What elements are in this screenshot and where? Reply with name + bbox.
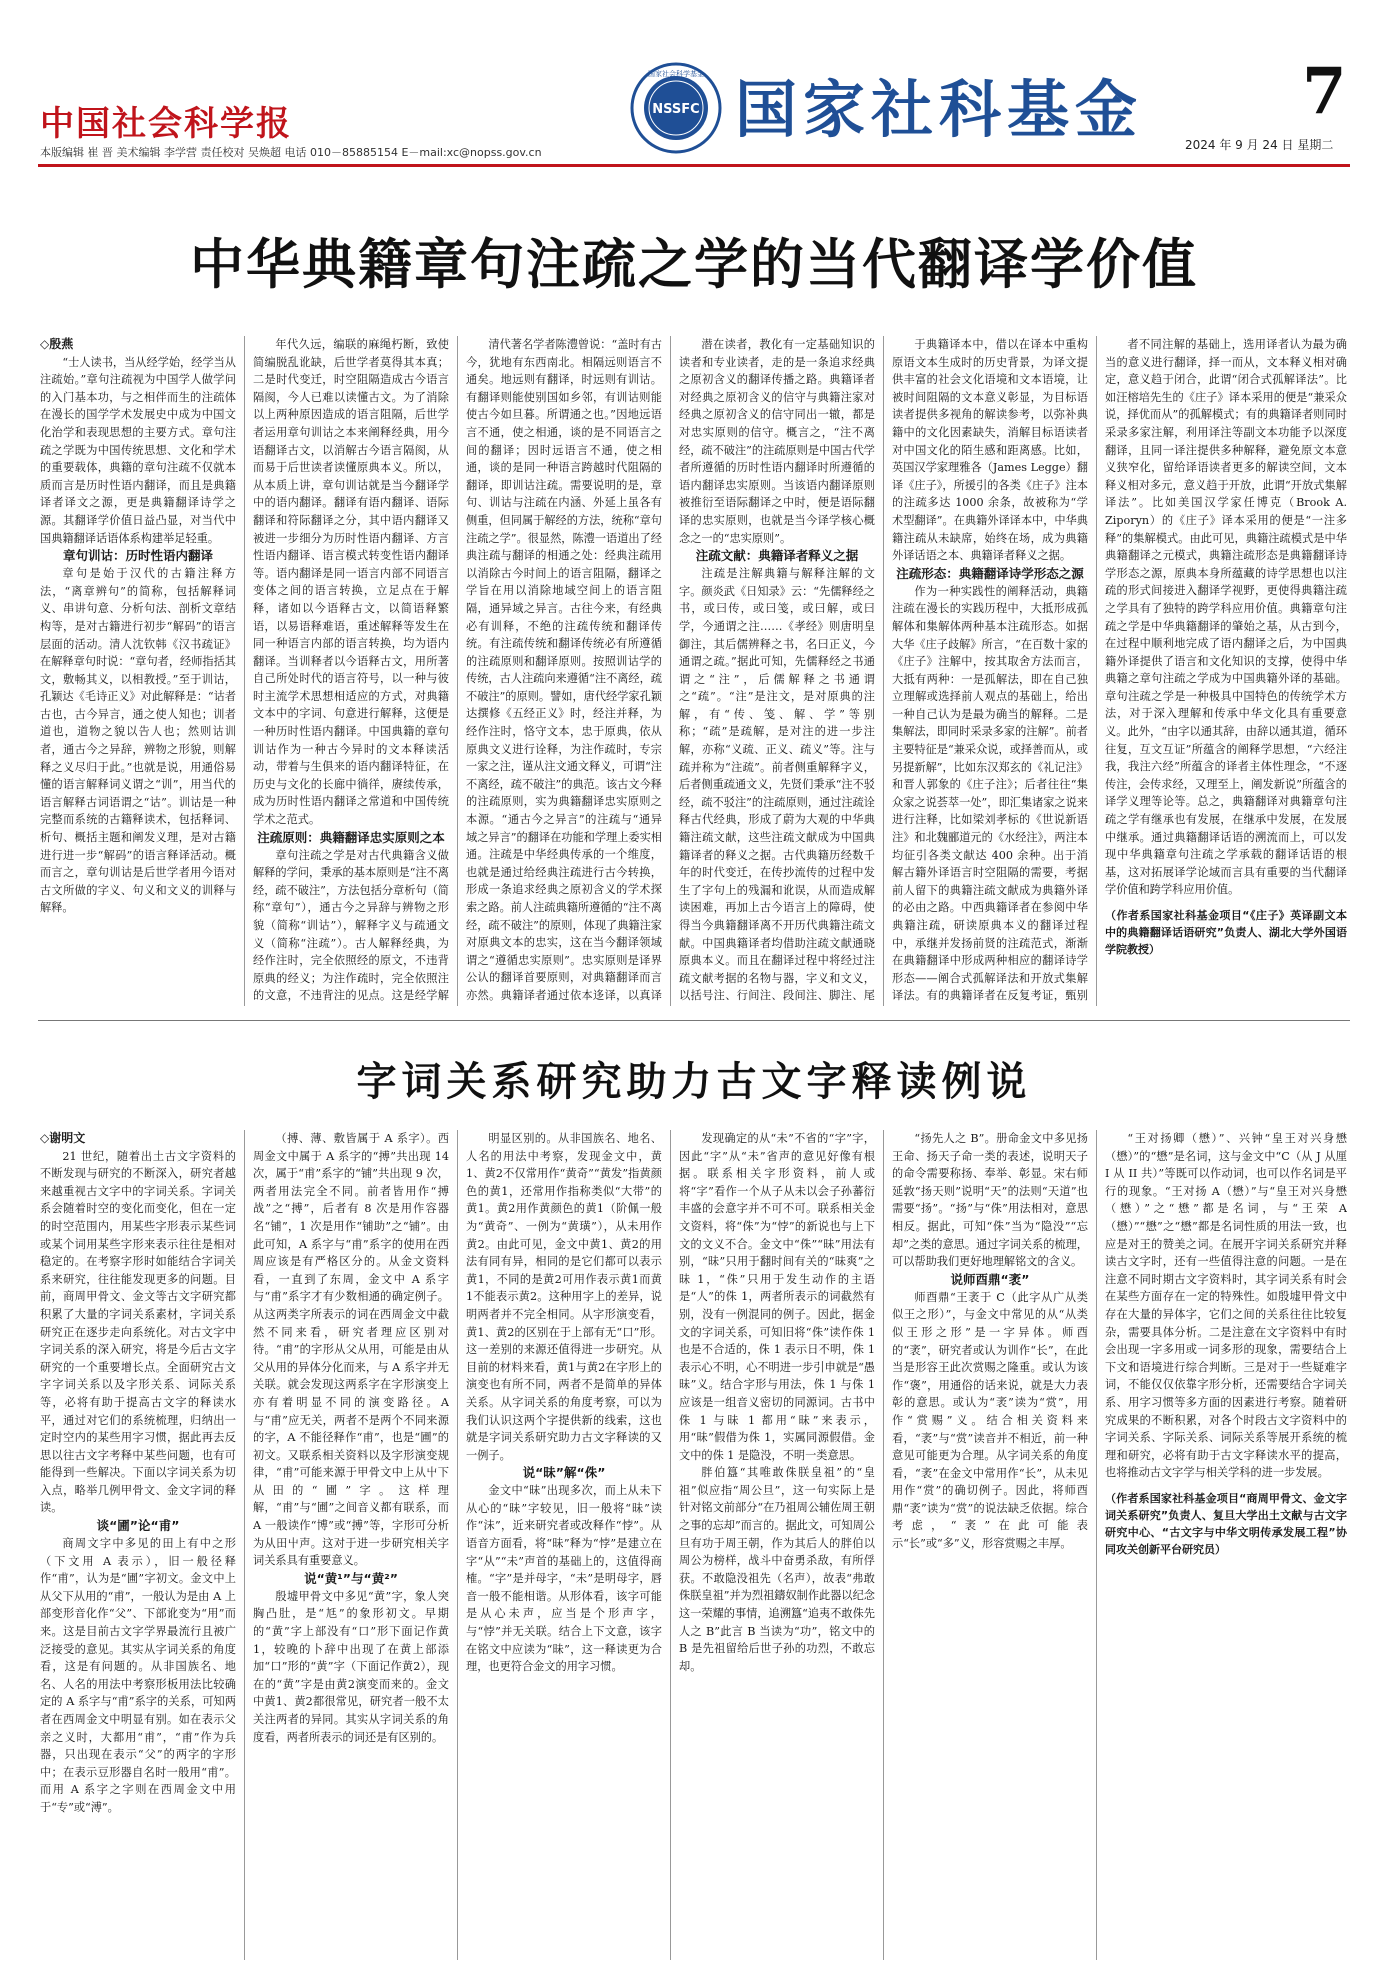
article1-paragraph: “士人读书，当从经学始，经学当从注疏始。”章句注疏视为中国学人做学问的入门基本功，与之相伴而生的注疏体在漫长的国学学术发展史中成为中国文化治学和表现思想的主要方式。章句注疏之学既为中国传统思想、文化和学术的重要载体，典籍的章句注疏不仅就本质而言是历时性语内翻译，而且是典籍译者译文之源，更是典籍翻译诗学之源。其翻译学价值日益凸显，对当代中国典籍翻译话语体系构建举足轻重。 xyxy=(40,355,236,545)
article1-column-4 xyxy=(679,336,875,1006)
article1-paragraph: 清代著名学者陈澧曾说：“盖时有古今，犹地有东西南北。相隔远则语言不通矣。地远则有翻译，时远则有训诂。有翻译则能使别国如乡邻，有训诂则能使古今如旦暮。所谓通之也。”因地远语言不通，使之相通，谈的是不同语言之间的翻译；因时远语言不通，使之相通，谈的是同一种语言跨越时代阻隔的翻译，即训诂注疏。需要说明的是，章句、训诂与注疏在内涵、外延上虽各有侧重，但同属于解经的方法，统称“章句注疏之学”。很显然，陈澧一语道出了经典注疏与翻译的相通之处：经典注疏用以消除古今时间上的语言阻隔，翻译之学旨在用以消除地域空间上的语言阻隔，通异域之异言。古往今来，有经典必有训释，不绝的注疏传统和翻译传统。有注疏传统和翻译传统必有所遵循的注疏原则和翻译原则。按照训诂学的传统，古人注疏向来遵循“注不离经，疏不破注”的原则。譬如，唐代经学家孔颖达撰修《五经正义》时，经注并释，为经作注时，恪守文本，忠于原典，依从原典文义进行诠释，为注作疏时，专宗一家之注，谨从注文通文释义，可谓“注不离经，疏不破注”的典范。该古文今释的注疏原则，实为典籍翻译忠实原则之本源。“通古今之异言”的注疏与“通异域之异言”的翻译在功能和学理上委实相通。注疏是中华经典传承的一个维度，也就是通过给经典注疏进行古今转换，形成一条追求经典之原初含义的学术探索之路。前人注疏典籍所遵循的“注不离经，疏不破注”的原则，体现了典籍注家对原典文本的忠实，这在当今翻译领域谓之“遵循忠实原则”。忠实原则是译界公认的翻译首要原则，对典籍翻译而言亦然。典籍译者通过依本迻译，以真译 xyxy=(466,338,662,1002)
article2-paragraph: 商周文字中多见的田上有中之形（下文用 A 表示），旧一般径释作“甫”，认为是“圃”字初文。金文中上从父下从用的“甫”，一般认为是由 A 上部变形音化作“父”、下部讹变为“用”而来。这是目前古文字学界最流行且被广泛接受的意见。其实从字词关系的角度看，这是有问题的。从非国族名、地名、人名的用法中考察形板用法比较确定的 A 系字与“甫”系字的关系，可知两者在西周金文中明显有别。如在表示父亲之义时，大都用“甫”，“甫”作为兵器，只出现在表示“父”的两字的字形中；在表示豆形器自名时一般用“甫”。而用 A 系字之字则在西周金文中用于“专”或“溥”。 xyxy=(40,1537,236,1814)
article2-author-note: （作者系国家社科基金项目“商周甲骨文、金文字词关系研究”负责人、复旦大学出土文献与古文字研究中心、“古文字与中华文明传承发展工程”协同攻关创新平台研究员） xyxy=(1105,1491,1347,1556)
article2-subhead-3: 说“昧”解“侏” xyxy=(522,1465,606,1481)
article2-paragraph: 发现确定的从“未”不省的“字”字，因此“字”从“未”省声的意见好像有根据。联系相关字形资料，前人或将“字”看作一个从子从未以会子孙蕃衍丰盛的会意字并不可不可。联系相关金文资料，将“侏”为“悖”的新说也与上下文的文义不合。金文中“侏”“昧”用法有别，“昧”只用于翻时间有关的“昧爽”之昧 1，“侏”只用于发生动作的主语是“人”的侏 1，两者所表示的词截然有别，没有一例混同的例子。因此，据金文的字词关系，可知旧将“侏”读作侏 1 也是不合适的，侏 1 表示日不明，侏 1 表示心不明，心不明进一步引申就是“愚昧”义。结合字形与用法，侏 1 与侏 1 应该是一组音义密切的同源词。古书中侏 1 与昧 1 都用“昧”来表示，用“昧”假借为侏 1，实属同源假借。金文中的侏 1 是隐没，不明一类意思。 xyxy=(679,1132,875,1462)
article1-column-6 xyxy=(1105,336,1347,1006)
article2-column-6 xyxy=(1105,1130,1347,1960)
article2-paragraph: 金文中“昧”出现多次，而上从未下从心的“昧”字较见，旧一般将“昧”读作“沬”，近来研究者或改释作“悖”。从语音方面看，将“昧”释为“悖”是建立在字“从”“未”声首的基础上的，这值得商榷。“字”是并母字，“未”是明母字，唇音一般不能相谐。从形体看，该字可能是从心未声，应当是个形声字，与“悖”并无关联。结合上下文意，该字在铭文中应读为“昧”，这一释读更为合理，也更符合金文的用字习惯。 xyxy=(466,1484,662,1674)
column-rule xyxy=(1096,1130,1097,1960)
article1-paragraph: 潜在读者，教化有一定基础知识的读者和专业读者，走的是一条追求经典之原初含义的翻译传播之路。典籍译者对经典之原初含义的信守与典籍注家对经典之原初含义的信守同出一辙，都是对忠实原则的信守。概言之，“注不离经，疏不破注”的注疏原则是中国古代学者所遵循的历时性语内翻译时所遵循的语内翻译忠实原则。当该语内翻译原则被推衍至语际翻译之中时，便是语际翻译的忠实原则，也就是当今译学核心概念之一的“忠实原则”。 xyxy=(679,338,875,545)
article1-subhead-2: 注疏原则：典籍翻译忠实原则之本 xyxy=(257,829,445,845)
article2-paragraph: 21 世纪，随着出土古文字资料的不断发现与研究的不断深入，研究者越来越重视古文字中的字词关系。字词关系会随着时空的变化而变化，但在一定的时空范围内，用某些字形表示某些词或某个词用某些字形来表示往往是相对稳定的。在考察字形时如能结合字词关系来研究，往往能发现更多的问题。目前，商周甲骨文、金文等古文字研究都积累了大量的字词关系素材，字词关系研究正在逐步走向系统化。对古文字中字词关系的深入研究，将是今后古文字研究的一个重要增长点。全面研究古文字字词关系以及字形关系、词际关系等，必将有助于提高古文字的释读水平，通过对它们的系统梳理，归纳出一定时空内的某些用字习惯，据此再去反思以往古文字考释中某些问题，也有可能得到一些解决。下面以字词关系为切入点，略举几例甲骨文、金文字词的释读。 xyxy=(40,1149,236,1515)
page-number: 7 xyxy=(1302,54,1347,129)
article1-paragraph: 作为一种实践性的阐释活动，典籍注疏在漫长的实践历程中，大抵形成孤解体和集解体两种基本注疏形态。如据大华《庄子歧解》所言，“在百数十家的《庄子》注解中，按其取舍方法而言，大抵有两种：一是孤解法，即在自己独立理解或选择前人观点的基础上，给出一种自己认为是最为确当的解释。二是集解法，即同时采录多家的注解”。前者主要特征是“兼采众说，或择善而从，或另提新解”，比如东汉郑玄的《礼记注》和晋人郭象的《庄子注》；后者往往“集众家之说荟萃一处”，即汇集诸家之说来进行注释，比如梁刘孝标的《世说新语注》和北魏郦道元的《水经注》，两注本均征引各类文献达 400 余种。出于消解古籍外译语言时空阻隔的需要，考据前人留下的典籍注疏文献成为典籍外译的必由之路。中西典籍译者在参阅中华典籍注疏，研读原典本义的翻译过程中，承继并发扬前贤的注疏范式，渐渐在典籍翻译中形成两种相应的翻译诗学形态——阐合式孤解译法和开放式集解译法。有的典籍译者在反复考证，甄别 xyxy=(892,584,1088,1003)
issue-date: 2024 年 9 月 24 日 星期二 xyxy=(1185,138,1334,152)
article1-column-3 xyxy=(466,336,662,1006)
article1-paragraph: 章句注疏之学是对古代典籍含义做解释的学问，秉承的基本原则是“注不离经，疏不破注”，方法包括分章析句（简称“章句”），通古今之异辞与辨物之形貌（简称“训诂”），解释字义与疏通文义（简称“注疏”）。古人解释经典，为经作注时，完全依照经的原文，不违背原典的经义；为注作疏时，完全依照注的文意，不违背注的见点。这是经学解 xyxy=(253,848,449,1003)
article2-title: 字词关系研究助力古文字释读例说 xyxy=(356,1059,1032,1105)
article2-subhead-4: 说师酉鼎“袤” xyxy=(950,1271,1030,1287)
article1-column-1 xyxy=(40,336,236,1006)
article1-paragraph: 于典籍译本中，借以在译本中重构原语文本生成时的历史背景，为译文提供丰富的社会文化语境和文本语境，让被时间阻隔的文本意义彰显，为目标语读者提供多视角的解读参考，以弥补典籍中的文化因素缺失，消解目标语读者对中国文化的陌生感和距离感。比如，英国汉学家理雅各（James Legge）翻译《庄子》，所援引的各类《庄子》注本的注疏多达 1000 余条，故被称为“学术型翻译”。在典籍外译译本中，中华典籍注疏从未缺席，始终在场，成为典籍外译话语之本、典籍译者释义之据。 xyxy=(892,338,1088,563)
masthead-rule xyxy=(38,164,1350,167)
column-rule xyxy=(670,1130,671,1960)
article2-subhead-2: 说“黄¹”与“黄²” xyxy=(304,1570,398,1586)
article2-column-1 xyxy=(40,1130,236,1960)
article1-paragraph: 者不同注解的基础上，选用译者认为最为确当的意义进行翻译，择一而从，文本释义相对确定，意义趋于闭合，此谓“闭合式孤解译法”。比如汪榕培先生的《庄子》译本采用的便是“兼采众说，择优而从”的孤解模式；有的典籍译者则同时采录多家注解，利用译注等副文本功能予以深度翻译，且同一译注提供多种解释，避免原文本意义狭窄化，留给译语读者更多的解读空间，文本释义相对多元，意义趋于开放，此谓“开放式集解译法”。比如美国汉学家任博克（Brook A. Ziporyn）的《庄子》译本采用的便是“一注多释”的集解模式。由此可见，典籍注疏模式是中华典籍翻译之元模式，典籍注疏形态是典籍翻译诗学形态之源，原典本身所蕴藏的诗学思想也以注疏的形式间接进入翻译学视野，更使得典籍注疏之学具有了独特的跨学科应用价值。典籍章句注疏之学是中华典籍翻译的肇始之基，从古到今，在过程中顺利地完成了语内翻译之后，为中国典籍外译提供了语言和文化知识的支撑，使得中华典籍之章句注疏之学成为中国典籍外译的基础。章句注疏之学是一种极具中国特色的传统学术方法，对于深入理解和传承中华文化具有重要意义。此外，“由字以通其辞，由辞以通其道，循环往复，互文互证”所蕴含的阐释学思想，“六经注我，我注六经”所蕴含的译者主体性理念，“不逐传注，会传求经，又理至上，阐发新说”所蕴含的译学义理等论等。总之，典籍翻译对典籍章句注疏之学有继承也有发展，在继承中发展，在发展中继承。通过典籍翻译话语的溯流而上，可以发现中华典籍章句注疏之学承载的翻译话语的根基，这对拓展译学论域而言具有重要的当代翻译学价值和跨学科应用价值。 xyxy=(1105,338,1347,897)
article2-paragraph: “王对扬卿（懋）”、兴钟“皇王对兴身懋（懋）”的“懋”是名词，这与金文中“C（从 J 从厘 I 从 II 共）”等既可以作动词，也可以作名词是平行的现象。“王对扬 A（懋）”与“皇王对兴身懋（懋）”之“懋”都是名词，与“王荣 A（懋）”“懋”之“懋”都是名词性质的用法一致，也应是对王的赞美之词。在展开字词关系研究并释读古文字时，还有一些值得注意的问题。一是在注意不同时期古文字资料时，其字词关系有时会在某些方面存在一定的特殊性。如殷墟甲骨文中存在大量的异体字，它们之间的关系往往比较复杂，需要具体分析。二是注意在文字资料中有时会出现一字多用或一词多形的现象，需要结合上下文和语境进行综合判断。三是对于一些疑难字词，不能仅仅依靠字形分析，还需要结合字词关系、用字习惯等多方面的因素进行考察。随着研究成果的不断积累，对各个时段古文字资料中的字词关系、字际关系、词际关系等展开系统的梳理和研究，必将有助于古文字释读水平的提高，也将推动古文字学与相关学科的进一步发展。 xyxy=(1105,1132,1347,1480)
article1-column-5 xyxy=(892,336,1088,1006)
nssfc-emblem-icon xyxy=(630,62,722,154)
emblem-label: NSSFC xyxy=(652,102,700,117)
article1-subhead-1: 章句训诂：历时性语内翻译 xyxy=(62,548,213,564)
article1-title: 中华典籍章句注疏之学的当代翻译学价值 xyxy=(190,233,1198,296)
article2-paragraph: 明显区别的。从非国族名、地名、人名的用法中考察，发现金文中，黄1、黄2不仅常用作“黄奇”“黄发”指黄颜色的黄1，还常用作指称类似“大带”的黄1。黄2用作黄颜色的黄1（阶佩一般为“黄奇”、一例为“黄璜”），从未用作黄2。由此可见，金文中黄1、黄2的用法有同有异，相同的是它们都可以表示黄1，不同的是黄2可用作表示黄1而黄1不能表示黄2。这种用字上的差异，说明两者并不完全相同。从字形演变看，黄1、黄2的区别在于上部有无“口”形。这一差别的来源还值得进一步研究。从目前的材料来看，黄1与黄2在字形上的演变也有所不同，两者不是简单的异体关系。从字词关系的角度考察，可以为我们认识这两个字提供新的线索，这也就是字词关系研究助力古文字释读的又一例子。 xyxy=(466,1132,662,1462)
staff-line: 本版编辑 崔 晋 美术编辑 李学营 责任校对 吴焕超 电话 010－85885154 E－mail:xc@nopss.gov.cn xyxy=(40,146,542,159)
article1-paragraph: 注疏是注解典籍与解释注解的文字。颜炎武《日知录》云：“先儒释经之书，或曰传，或曰笺，或曰解，或曰学，今通谓之注……《孝经》则唐明皇御注，其后儒辨释之书，名曰正义，今通谓之疏。”据此可知，先儒释经之书通谓之“注”，后儒解释之书通谓之“疏”。“注”是注文，是对原典的注解，有“传、笺、解、学”等别称；“疏”是疏解，是对注的进一步注解，亦称“义疏、正义、疏义”等。注与疏并称为“注疏”。前者侧重解释字义，后者侧重疏通文义，先贤们秉承“注不驳经，疏不驳注”的注疏原则，通过注疏诠释古代经典，形成了蔚为大观的中华典籍注疏文献，这些注疏文献成为中国典籍译者的释义之据。古代典籍历经数千年的时代变迁，在传抄流传的过程中发生了字句上的残漏和讹误，从而造成解读困难，再加上古今语言上的障碍，使得当今典籍翻译离不开历代典籍注疏文献。中国典籍译者均借助注疏文献通晓原典本义。而且在翻译过程中将经过注疏文献考据的名物与器，字义和文义，以括号注、行间注、段间注、脚注、尾 xyxy=(679,567,875,1003)
column-rule xyxy=(457,1130,458,1960)
column-rule xyxy=(883,336,884,1006)
article1-paragraph: 章句是始于汉代的古籍注释方法，“离章辨句”的简称，包括解释词义、串讲句意、分析句法、剖析文章结构等，是对古籍进行初步“解码”的语言层面的活动。清人沈钦韩《汉书疏证》在解释章句时说：“章句者，经师指括其文，敷畅其义，以相教授。”至于训诂，孔颖达《毛诗正义》对此解释是：“诂者古也，古今异言，通之使人知也；训者道也，道物之貌以告人也；然则诂训者，通古今之异辞，辨物之形貌，则解释之义尽归于此。”也就是说，用通俗易懂的语言解释词义谓之“训”，用当代的语言解释古词语谓之“诂”。训诂是一种完整而系统的古籍释读术，包括释词、析句、概括主题和阐发义理，是对古籍进行进一步“解码”的语言释译活动。概而言之，章句训诂是后世学者用今语对古文所做的字义、句义和文义的训释与解释。 xyxy=(40,567,236,915)
column-rule xyxy=(883,1130,884,1960)
column-rule xyxy=(670,336,671,1006)
column-rule xyxy=(244,1130,245,1960)
column-rule xyxy=(457,336,458,1006)
column-rule xyxy=(1096,336,1097,1006)
article1-subhead-3: 注疏文献：典籍译者释义之据 xyxy=(695,548,859,564)
section-title: 国家社科基金 xyxy=(735,73,1144,146)
article1-column-2 xyxy=(253,336,449,1006)
article1-byline: ◇殷燕 xyxy=(40,337,74,351)
article2-paragraph: 胖伯簋“其唯敢侏朕皇祖”的“皇祖”似应指“周公旦”，这一句实际上是针对铭文前部分“在乃祖周公辅佐周王朝之事的忘却”而言的。据此文，可知周公旦有功于周王朝，作为其后人的胖伯以周公为榜样，战斗中奋勇杀敌，有所俘获。不敢隐没祖先（名声），故表“弗敢侏朕皇祖”并为烈祖鑄奴制作此器以纪念这一荣耀的事情，追溯簋“追夷不敢侏先人之 B”此言 B 当读为“功”，铭文中的 B 是先祖留给后世子孙的功烈，不敢忘却。 xyxy=(679,1466,875,1673)
article2-column-4 xyxy=(679,1130,875,1960)
newspaper-logo: 中国社会科学报 xyxy=(40,104,292,144)
article1-author-note: （作者系国家社科基金项目“《庄子》英译副文本中的典籍翻译话语研究”负责人、湖北大学外国语学院教授） xyxy=(1105,909,1347,956)
article2-column-3 xyxy=(466,1130,662,1960)
column-rule xyxy=(244,336,245,1006)
article2-byline: ◇谢明文 xyxy=(40,1131,86,1145)
article2-subhead-1: 谈“圃”论“甫” xyxy=(96,1518,180,1534)
article-divider xyxy=(38,1020,1350,1021)
article2-column-2 xyxy=(253,1130,449,1960)
article1-subhead-4: 注疏形态：典籍翻译诗学形态之源 xyxy=(896,565,1084,581)
article2-paragraph: 师酉鼎“王袤于 C（此字从广从类似王之形）”，与金文中常见的从“从类似王形之形”是一字异体。师酉的“袤”，研究者或认为训作“长”，在此当是形容王此次赏赐之隆重。或认为该作“褒”，用通俗的话来说，就是大力表彰的意思。或认为“袤”读为“赏”，用作“赏赐”义。结合相关资料来看，“袤”与“赏”读音并不相近，前一种意见可能更为合理。从字词关系的角度看，“袤”在金文中常用作“长”，从未见用作“赏”的确切例子。因此，将师酉鼎“袤”读为“赏”的说法缺乏依据。综合考虑，“袤”在此可能表示“长”或“多”义，形容赏赐之丰厚。 xyxy=(892,1290,1088,1551)
article2-paragraph: （搏、薄、敷皆属于 A 系字）。西周金文中属于 A 系字的“搏”共出现 14 次，属于“甫”系字的“铺”共出现 9 次，两者用法完全不同。前者皆用作“搏战”之“搏”，后者有 8 次是用作容器名“铺”，1 次是用作“铺助”之“铺”。由此可知，A 系字与“甫”系字的使用在西周应该是有严格区分的。从金文资料看，一直到了东周，金文中 A 系字与“甫”系字才有少数相通的确定例子。从这两类字所表示的词在西周金文中截然不同来看，研究者理应区别对待。“甫”的字形从父从用，可能是由从父从用的异体分化而来，与 A 系字并无关联。就会发现这两系字在字形演变上亦有着明显不同的演变路径。A 与“甫”应无关，两者不是两个不同来源的字，A 不能径释作“甫”，也是“圃”的初文。又联系相关资料以及字形演变规律，“甫”可能来源于甲骨文中上从屮下从田的“圃”字。这样理解，“甫”与“圃”之间音义都有联系，而 A 一般读作“博”或“搏”等，字形可分析为从田屮声。这对于进一步研究相关字词关系具有重要意义。 xyxy=(253,1132,449,1568)
article2-paragraph: 殷墟甲骨文中多见“黄”字，象人突胸凸肚，是“尪”的象形初文。早期的“黄”字上部没有“口”形下面记作黄1，较晚的卜辞中出现了在黄上部添加“口”形的“黄”字（下面记作黄2），现在的“黄”字是由黄2演变而来的。金文中黄1、黄2都很常见，研究者一般不太关注两者的异同。其实从字词关系的角度看，两者所表示的词还是有区别的。 xyxy=(253,1589,449,1744)
article2-paragraph: “扬先人之 B”。册命金文中多见扬王命、扬天子命一类的表述，说明天子的命令需要称扬、奉举、彰显。宋右师延敦“扬天则”说明“天”的法则“天道”也需要“扬”。“扬”与“侏”用法相对，意思相反。据此，可知“侏”当为“隐没”“忘却”之类的意思。通过字词关系的梳理，可以帮助我们更好地理解铭文的含义。 xyxy=(892,1132,1088,1269)
article2-column-5 xyxy=(892,1130,1088,1960)
emblem-ring-text: 国家社会科学基金 xyxy=(648,70,704,78)
article1-paragraph: 年代久远，编联的麻绳朽断，致使简编脱乱讹缺，后世学者莫得其本真；二是时代变迁，时空阻隔造成古今语言隔阂，今人已难以读懂古文。为了消除以上两种原因造成的语言阻隔，后世学者运用章句训诂之本来阐释经典，用今语翻译古文，以消解古今语言隔阂，从而易于后世读者读懂原典本义。所以，从本质上讲，章句训诂就是当今翻译学中的语内翻译。翻译有语内翻译、语际翻译和符际翻译之分，其中语内翻译又被进一步细分为历时性语内翻译、方言性语内翻译、语言模式转变性语内翻译等。语内翻译是同一语言内部不同语言变体之间的语言转换，立足点在于解释，诸如以今语释古文，以简语释繁语，以易语释难语，重述解释等发生在同一种语言内部的语言转换，均为语内翻译。当训释者以今语释古文，用所著自己所处时代的语言符号，以一种与彼时主流学术思想相适应的方式，对典籍文本中的字词、句意进行解释，这便是一种历时性语内翻译。中国典籍的章句训诂作为一种古今异时的文本释读活动，带着与生俱来的语内翻译特征，在历史与文化的长廊中徜徉，赓续传承，成为历时性语内翻译之常道和中国传统学术之范式。 xyxy=(253,338,449,827)
